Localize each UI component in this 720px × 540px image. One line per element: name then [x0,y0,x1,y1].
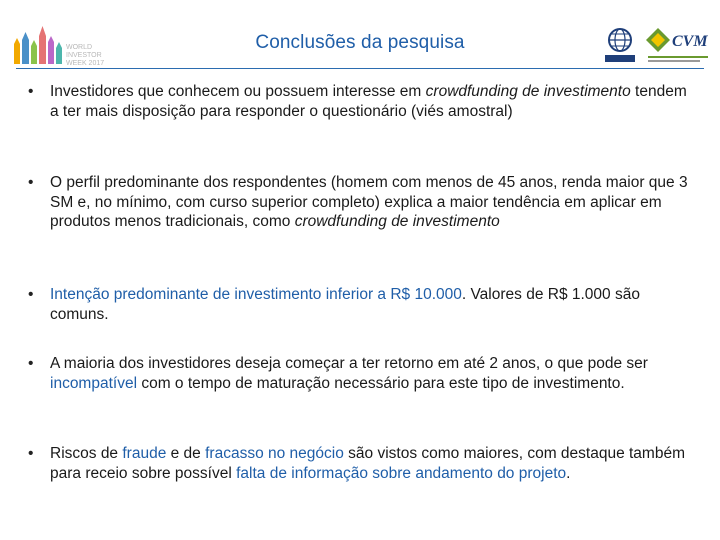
highlighted-text: Intenção predominante de investimento inferior a R$ 10.000 [50,286,462,303]
svg-text:CVM: CVM [672,33,708,50]
list-item: • A maioria dos investidores deseja começar a ter retorno em até 2 anos, o que pode ser incompatível com o tempo de maturação necessário para este tipo de investimento. [28,355,648,392]
emphasis-term: crowdfunding de investimento [294,213,500,230]
highlighted-text: fracasso no negócio [205,445,344,462]
svg-text:WORLD: WORLD [66,44,93,51]
cvm-logo-icon [644,24,710,66]
list-item: • Intenção predominante de investimento inferior a R$ 10.000. Valores de R$ 1.000 são comuns. [28,286,640,323]
highlighted-text: incompatível [50,374,138,392]
bullet-dot-icon: • [28,355,34,372]
svg-text:WEEK 2017: WEEK 2017 [66,60,105,67]
svg-text:INVESTOR: INVESTOR [66,52,102,59]
list-item: • Investidores que conhecem ou possuem interesse em crowdfunding de investimento tendem a ter mais disposição para responder o questionário (viés amostral) [28,83,687,120]
list-item: • Riscos de fraude e de fracasso no negócio são vistos como maiores, com destaque também para receio sobre possível falta de informação sobre andamento do projeto. [28,445,685,482]
emphasis-term: crowdfunding de investimento [425,83,631,100]
bullet-dot-icon: • [28,445,34,462]
bullet-dot-icon: • [28,83,34,100]
title-divider [16,68,704,69]
highlighted-text: fraude [122,445,167,462]
bullet-dot-icon: • [28,286,34,303]
list-item: • O perfil predominante dos respondentes (homem com menos de 45 anos, renda maior que 3 SM e, no mínimo, com curso superior completo) explica a maior tendência em aplicar em produtos menos tradicionais, como crowdfunding de investimento [28,174,688,230]
oicv-iosco-logo-icon [603,26,637,64]
highlighted-text: falta de informação sobre andamento do projeto [236,464,567,482]
bullet-dot-icon: • [28,174,34,191]
slide-header [0,0,720,80]
slide-title: Conclusões da pesquisa [255,32,465,53]
